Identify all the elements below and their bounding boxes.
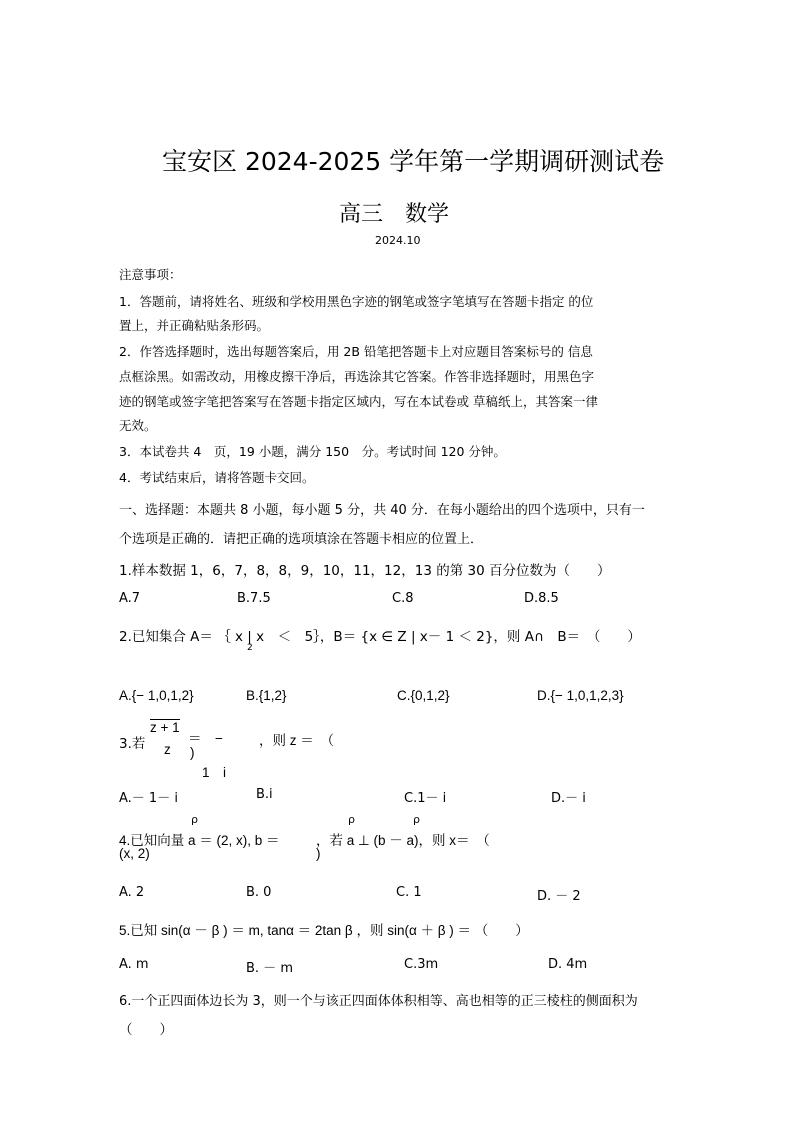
question-3-option-d: D.－ i bbox=[551, 791, 586, 806]
note-2-line-3: 迹的钢笔或签字笔把答案写在答题卡指定区域内，写在本试卷或 草稿纸上，其答案一律 bbox=[119, 394, 598, 409]
note-4: 4．考试结束后，请将答题卡交回。 bbox=[119, 470, 315, 485]
note-2-line-4: 无效。 bbox=[119, 418, 157, 433]
question-1-option-a: A.7 bbox=[119, 591, 141, 606]
question-4-option-b: B. 0 bbox=[246, 885, 272, 900]
exam-title: 宝安区 2024-2025 学年第一学期调研测试卷 bbox=[162, 147, 665, 176]
question-1-option-d: D.8.5 bbox=[524, 591, 559, 606]
note-1-line-2: 置上，并正确粘贴条形码。 bbox=[119, 318, 270, 333]
note-2-line-2: 点框涂黑。如需改动，用橡皮擦干净后，再选涂其它答案。作答非选择题时，用黑色字 bbox=[119, 369, 595, 384]
note-2-line-1: 2．作答选择题时，选出每题答案后，用 2B 铅笔把答题卡上对应题目答案标号的 信息 bbox=[119, 344, 593, 359]
question-2-superscript: 2 bbox=[247, 643, 253, 653]
question-4-option-a: A. 2 bbox=[119, 885, 145, 900]
question-3-denominator: 1 i bbox=[202, 765, 227, 780]
question-3-equals: ＝ − bbox=[188, 731, 223, 746]
section-1-line-1: 一、选择题：本题共 8 小题，每小题 5 分，共 40 分．在每小题给出的四个选项中，只有一 bbox=[119, 503, 645, 518]
question-3-fraction-bottom: z bbox=[164, 742, 171, 757]
question-4-vector-mark-a: ρ bbox=[191, 813, 198, 826]
question-3-option-b: B.i bbox=[256, 787, 273, 802]
exam-date: 2024.10 bbox=[375, 234, 421, 247]
question-4-prefix: 4.已知向量 a ＝ (2, x), b ＝ bbox=[119, 833, 280, 848]
exam-subtitle: 高三 数学 bbox=[339, 202, 450, 227]
question-5-option-d: D. 4m bbox=[548, 957, 588, 972]
note-1-line-1: 1．答题前，请将姓名、班级和学校用黑色字迹的钢笔或签字笔填写在答题卡指定 的位 bbox=[119, 294, 594, 309]
question-4-option-c: C. 1 bbox=[396, 885, 422, 900]
question-3-fraction-top: z + 1 bbox=[150, 720, 180, 735]
question-2-stem: 2.已知集合 A＝ ｛ x | x ＜ 5｝，B＝ {x ∈ Z | x－ 1 ＜ 2}，则 A∩ B＝ （ ） bbox=[119, 629, 641, 645]
question-3-prefix: 3.若 bbox=[119, 736, 146, 752]
question-1-stem: 1.样本数据 1，6，7，8，8，9，10，11，12，13 的第 30 百分位数为（ ） bbox=[119, 563, 611, 579]
question-4-vector-b: (x, 2) bbox=[119, 846, 150, 861]
question-5-option-a: A. m bbox=[119, 957, 149, 972]
question-4-option-d: D. － 2 bbox=[537, 889, 581, 904]
section-1-line-2: 个选项是正确的．请把正确的选项填涂在答题卡相应的位置上． bbox=[119, 532, 484, 547]
question-2-option-a: A.{− 1,0,1,2} bbox=[119, 688, 194, 703]
question-2-option-d: D.{− 1,0,1,2,3} bbox=[537, 688, 624, 703]
question-2-option-b: B.{1,2} bbox=[246, 688, 287, 703]
question-4-condition: ，若 a ⊥ (b － a)，则 x＝ （ bbox=[316, 833, 490, 848]
question-6-stem: 6.一个正四面体边长为 3，则一个与该正四面体体积相等、高也相等的正三棱柱的侧面积为 bbox=[119, 994, 638, 1009]
question-3-paren: ) bbox=[190, 745, 195, 760]
notes-heading: 注意事项： bbox=[119, 267, 182, 282]
question-4-vector-mark-a2: ρ bbox=[348, 813, 355, 826]
question-4-vector-mark-b: ρ bbox=[413, 813, 420, 826]
question-3-option-a: A.－ 1－ i bbox=[119, 791, 178, 806]
question-6-paren: （ ） bbox=[119, 1022, 173, 1038]
question-1-option-b: B.7.5 bbox=[237, 591, 271, 606]
question-1-option-c: C.8 bbox=[392, 591, 414, 606]
question-5-option-b: B. － m bbox=[246, 961, 293, 976]
question-4-paren: ) bbox=[316, 846, 321, 861]
question-5-option-c: C.3m bbox=[404, 957, 439, 972]
question-2-option-c: C.{0,1,2} bbox=[397, 688, 450, 703]
question-5-stem: 5.已知 sin(α － β ) ＝ m, tanα ＝ 2tan β ，则 sin(α ＋ β ) ＝ （ ） bbox=[119, 923, 529, 938]
question-3-option-c: C.1－ i bbox=[404, 791, 447, 806]
note-3: 3．本试卷共 4 页，19 小题，满分 150 分。考试时间 120 分钟。 bbox=[119, 444, 506, 459]
question-3-then: ，则 z ＝ （ bbox=[259, 733, 335, 748]
